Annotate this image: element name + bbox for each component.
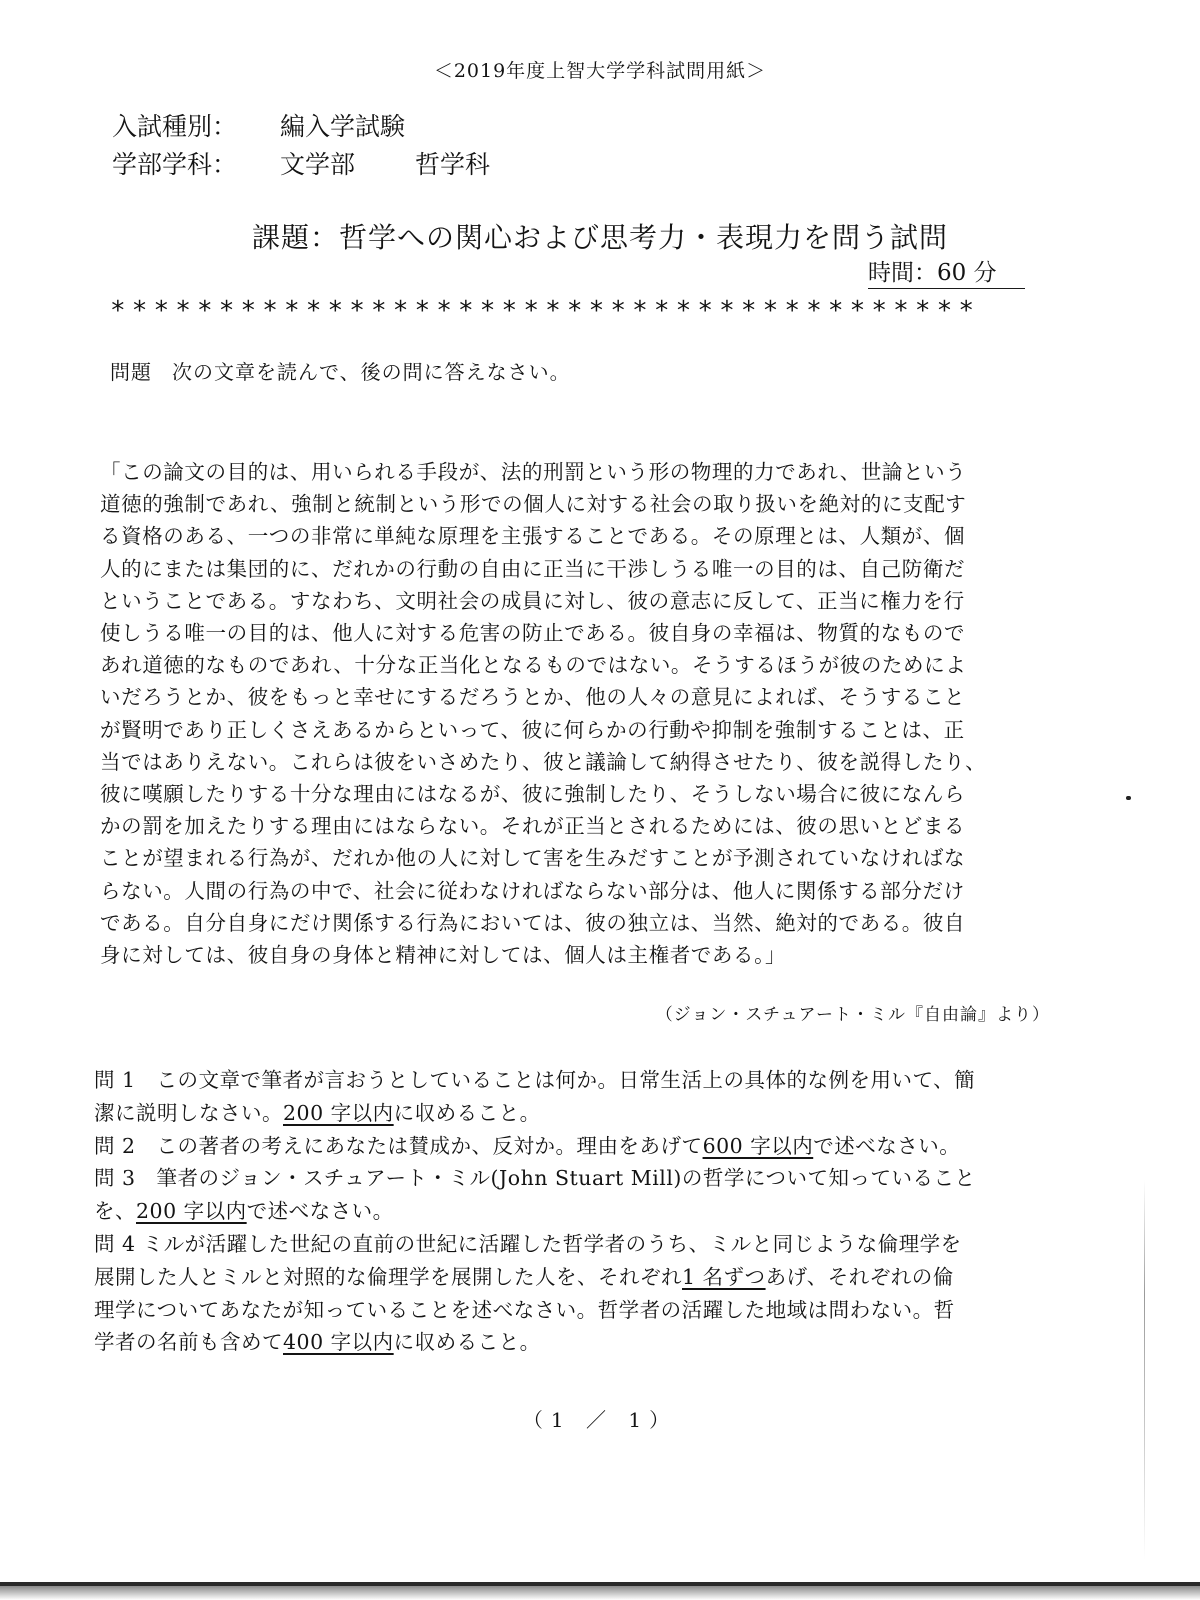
instruction-label: 問題 bbox=[110, 360, 152, 384]
passage-line: る資格のある、一つの非常に単純な原理を主張することである。その原理とは、人類が、個 bbox=[100, 524, 966, 549]
faculty-row bbox=[112, 146, 490, 184]
question-list bbox=[94, 1064, 1104, 1359]
exam-type-value: 編入学試験 bbox=[280, 112, 406, 141]
question-1-line-1: 問 1 この文章で筆者が言おうとしていることは何か。日常生活上の具体的な例を用いて、簡 bbox=[94, 1068, 976, 1092]
scan-bottom-shadow bbox=[0, 1586, 1200, 1600]
instruction-text: 次の文章を読んで、後の問に答えなさい。 bbox=[172, 360, 571, 384]
time-limit: 時間：60 分 bbox=[868, 258, 1025, 289]
question-4-text-end: に収めること。 bbox=[393, 1330, 541, 1355]
scan-speck bbox=[1126, 796, 1131, 800]
question-4-limit: 400 字以内 bbox=[283, 1330, 394, 1355]
question-3-text-end: で述べなさい。 bbox=[246, 1199, 394, 1224]
question-2-text-end: で述べなさい。 bbox=[813, 1133, 961, 1158]
question-4-count: 1 名ずつ bbox=[682, 1264, 766, 1289]
faculty-label: 学部学科： bbox=[112, 150, 238, 179]
instruction bbox=[110, 356, 571, 385]
passage-line: が賢明であり正しくさえあるからといって、彼に何らかの行動や抑制を強制することは、正 bbox=[100, 717, 965, 742]
passage-line: ことが望まれる行為が、だれか他の人に対して害を生みだすことが予測されていなければな bbox=[100, 846, 966, 871]
question-4-line-4 bbox=[94, 1326, 1104, 1359]
question-4-text-cont: あげ、それぞれの倫 bbox=[765, 1264, 954, 1289]
question-1-line-2 bbox=[94, 1097, 1104, 1130]
question-1-text-end: に収めること。 bbox=[393, 1100, 541, 1125]
question-3-text: を、 bbox=[94, 1199, 136, 1224]
quoted-passage bbox=[100, 456, 1100, 971]
passage-line: かの罰を加えたりする理由にはならない。それが正当とされるためには、彼の思いとどまる bbox=[100, 814, 966, 839]
faculty-value: 文学部 bbox=[280, 150, 356, 179]
exam-type-label: 入試種別： bbox=[112, 112, 238, 141]
question-3-line-2 bbox=[94, 1195, 1104, 1228]
passage-line: 使しうる唯一の目的は、他人に対する危害の防止である。彼自身の幸福は、物質的なもので bbox=[100, 621, 966, 646]
passage-line: 身に対しては、彼自身の身体と精神に対しては、個人は主権者である。」 bbox=[100, 943, 787, 968]
question-4-text-2: 学者の名前も含めて bbox=[94, 1330, 283, 1355]
question-4-text: 展開した人とミルと対照的な倫理学を展開した人を、それぞれ bbox=[94, 1264, 682, 1289]
page-number: （1 ／ 1） bbox=[522, 1408, 678, 1432]
question-4-line-1: 問 4 ミルが活躍した世紀の直前の世紀に活躍した哲学者のうち、ミルと同じような倫理学を bbox=[94, 1231, 962, 1256]
subject-title: 課題：哲学への関心および思考力・表現力を問う試問 bbox=[251, 221, 948, 254]
question-2-text: 問 2 この著者の考えにあなたは賛成か、反対か。理由をあげて bbox=[94, 1133, 703, 1158]
document-header: ＜2019年度上智大学学科試問用紙＞ bbox=[433, 60, 767, 82]
asterisk-divider: **************************************** bbox=[110, 296, 981, 326]
passage-line: らない。人間の行為の中で、社会に従わなければならない部分は、他人に関係する部分だけ bbox=[100, 878, 965, 903]
passage-line: ということである。すなわち、文明社会の成員に対し、彼の意志に反して、正当に権力を行 bbox=[100, 588, 965, 613]
passage-source: （ジョン・スチュアート・ミル『自由論』より） bbox=[655, 1005, 1050, 1025]
question-2-line bbox=[94, 1130, 1104, 1163]
question-4-line-2 bbox=[94, 1261, 1104, 1294]
passage-line: 「この論文の目的は、用いられる手段が、法的刑罰という形の物理的力であれ、世論という bbox=[100, 460, 967, 484]
exam-meta bbox=[112, 108, 490, 184]
passage-line: あれ道徳的なものであれ、十分な正当化となるものではない。そうするほうが彼のためによ bbox=[100, 653, 967, 678]
question-3-limit: 200 字以内 bbox=[136, 1199, 247, 1224]
question-2-limit: 600 字以内 bbox=[702, 1133, 814, 1158]
passage-line: である。自分自身にだけ関係する行為においては、彼の独立は、当然、絶対的である。彼自 bbox=[100, 910, 966, 935]
passage-line: 当ではありえない。これらは彼をいさめたり、彼と議論して納得させたり、彼を説得したり、 bbox=[100, 749, 987, 774]
scan-edge-mark bbox=[1144, 1180, 1145, 1560]
question-3-line-1: 問 3 筆者のジョン・スチュアート・ミル(John Stuart Mill)の哲学について知っていること bbox=[94, 1166, 976, 1191]
question-1-text: 潔に説明しなさい。 bbox=[94, 1100, 283, 1125]
exam-type-row bbox=[112, 108, 490, 146]
passage-line: 人的にまたは集団的に、だれかの行動の自由に正当に干渉しうる唯一の目的は、自己防衛だ bbox=[100, 556, 966, 581]
passage-line: 彼に嘆願したりする十分な理由にはなるが、彼に強制したり、そうしない場合に彼になんら bbox=[100, 782, 966, 807]
passage-line: いだろうとか、彼をもっと幸せにするだろうとか、他の人々の意見によれば、そうすること bbox=[100, 685, 966, 710]
question-4-line-3: 理学についてあなたが知っていることを述べなさい。哲学者の活躍した地域は問わない。哲 bbox=[94, 1297, 955, 1322]
question-1-limit: 200 字以内 bbox=[283, 1100, 394, 1125]
department-value: 哲学科 bbox=[415, 150, 491, 179]
passage-line: 道徳的強制であれ、強制と統制という形での個人に対する社会の取り扱いを絶対的に支配す bbox=[100, 492, 967, 517]
